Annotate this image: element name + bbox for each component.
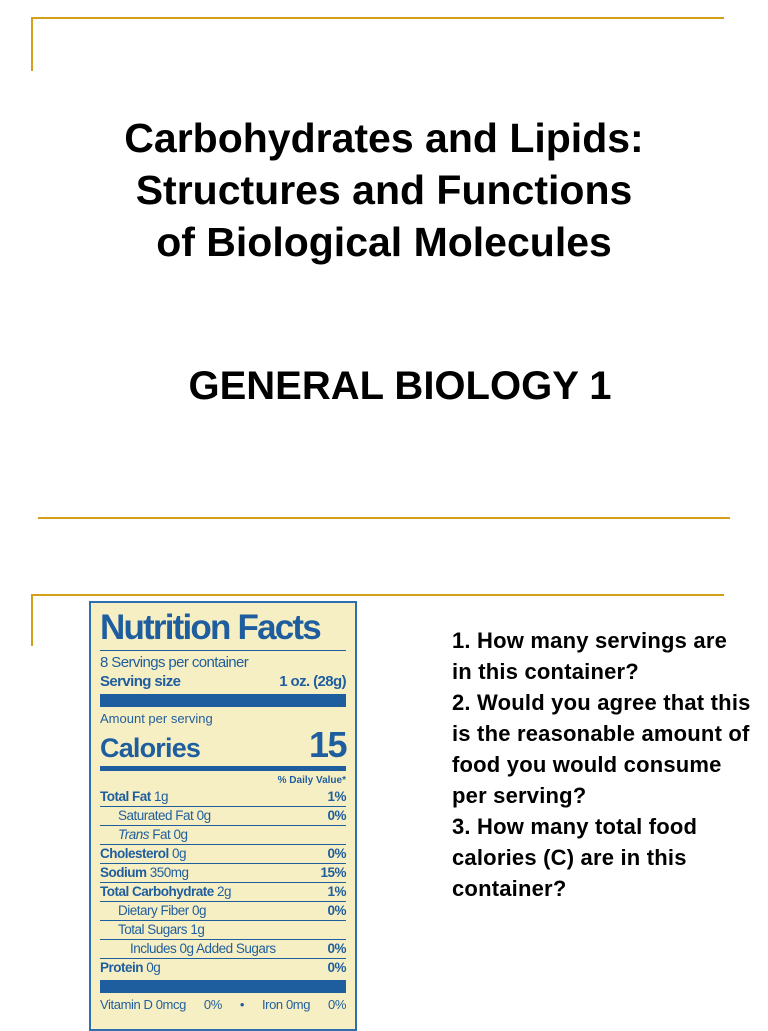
nutrient-row (100, 826, 346, 845)
iron-label: Iron 0mg (261, 997, 311, 1012)
nutrient-label: Includes 0g Added Sugars (130, 941, 276, 956)
nutrient-pct: 15% (320, 865, 346, 880)
bottom-divider (38, 517, 730, 519)
nutrient-amount: 0g (196, 808, 211, 823)
nutrient-amount: Fat 0g (152, 827, 188, 842)
title-line: Structures and Functions (135, 167, 633, 213)
top-divider (31, 17, 724, 19)
iron-pct: 0% (328, 997, 346, 1012)
nutrient-label: Protein (100, 960, 144, 975)
nutrient-pct: 0% (327, 960, 346, 975)
nutrient-label: Sodium (100, 865, 147, 880)
question-item: 3. How many total food calories (C) are in this container? (452, 814, 698, 901)
serving-size-label: Serving size (100, 673, 181, 690)
calories-row (100, 724, 346, 765)
question-list (452, 625, 752, 904)
title-line: of Biological Molecules (156, 219, 612, 265)
nutrition-facts-title: Nutrition Facts (100, 608, 320, 647)
amount-per-serving: Amount per serving (100, 711, 213, 726)
serving-size-row (100, 672, 346, 691)
calories-value: 15 (308, 724, 346, 765)
nutrient-pct: 1% (327, 884, 346, 899)
divider-thick (100, 694, 346, 707)
top-divider (31, 594, 724, 596)
question-slide (0, 540, 768, 1024)
nutrient-row (100, 959, 346, 977)
nutrient-row (100, 864, 346, 883)
nutrient-label: Total Sugars (118, 922, 188, 937)
nutrient-label: Dietary Fiber (118, 903, 189, 918)
title-line: Carbohydrates and Lipids: (124, 115, 644, 161)
nutrient-pct: 1% (327, 789, 346, 804)
serving-size-value: 1 oz. (28g) (279, 673, 346, 690)
nutrient-amount: 1g (154, 789, 169, 804)
nutrient-amount: 0g (172, 846, 187, 861)
nutrition-facts-label (89, 601, 357, 1031)
vitamin-d-label: Vitamin D 0mcg (100, 997, 186, 1012)
nutrient-label: Cholesterol (100, 846, 169, 861)
nutrient-label: Total Fat (100, 789, 151, 804)
slide-title (40, 112, 728, 268)
vitamin-d-pct: 0% (203, 997, 222, 1012)
nutrient-row (100, 788, 346, 807)
calories-label: Calories (100, 733, 201, 763)
bullet-separator: • (239, 997, 244, 1012)
divider-thick (100, 980, 346, 993)
nutrient-pct: 0% (327, 903, 346, 918)
vitamin-row (100, 996, 346, 1014)
nutrient-amount: 2g (217, 884, 232, 899)
nutrient-pct: 0% (327, 846, 346, 861)
divider-medium (100, 766, 346, 771)
nutrient-row (100, 902, 346, 921)
nutrient-row (100, 883, 346, 902)
left-accent (31, 594, 33, 646)
nutrient-label: Saturated Fat (118, 808, 194, 823)
nutrient-pct: 0% (327, 941, 346, 956)
divider (100, 650, 346, 651)
left-accent (31, 17, 33, 71)
nutrient-row (100, 940, 346, 959)
nutrient-label: Trans (118, 827, 150, 842)
nutrient-row (100, 921, 346, 940)
nutrient-label: Total Carbohydrate (100, 884, 214, 899)
question-item: 1. How many servings are in this container? (452, 628, 728, 684)
nutrient-amount: 350mg (149, 865, 189, 880)
nutrient-pct: 0% (327, 808, 346, 823)
daily-value-header: % Daily Value* (277, 775, 346, 786)
nutrient-row (100, 807, 346, 826)
servings-per-container: 8 Servings per container (100, 654, 249, 671)
slide-subtitle: GENERAL BIOLOGY 1 (188, 364, 612, 408)
nutrient-amount: 0g (146, 960, 161, 975)
nutrient-amount: 1g (190, 922, 205, 937)
question-item: 2. Would you agree that this is the reasonable amount of food you would consume per serving? (452, 690, 751, 808)
nutrient-row (100, 845, 346, 864)
nutrient-amount: 0g (192, 903, 207, 918)
